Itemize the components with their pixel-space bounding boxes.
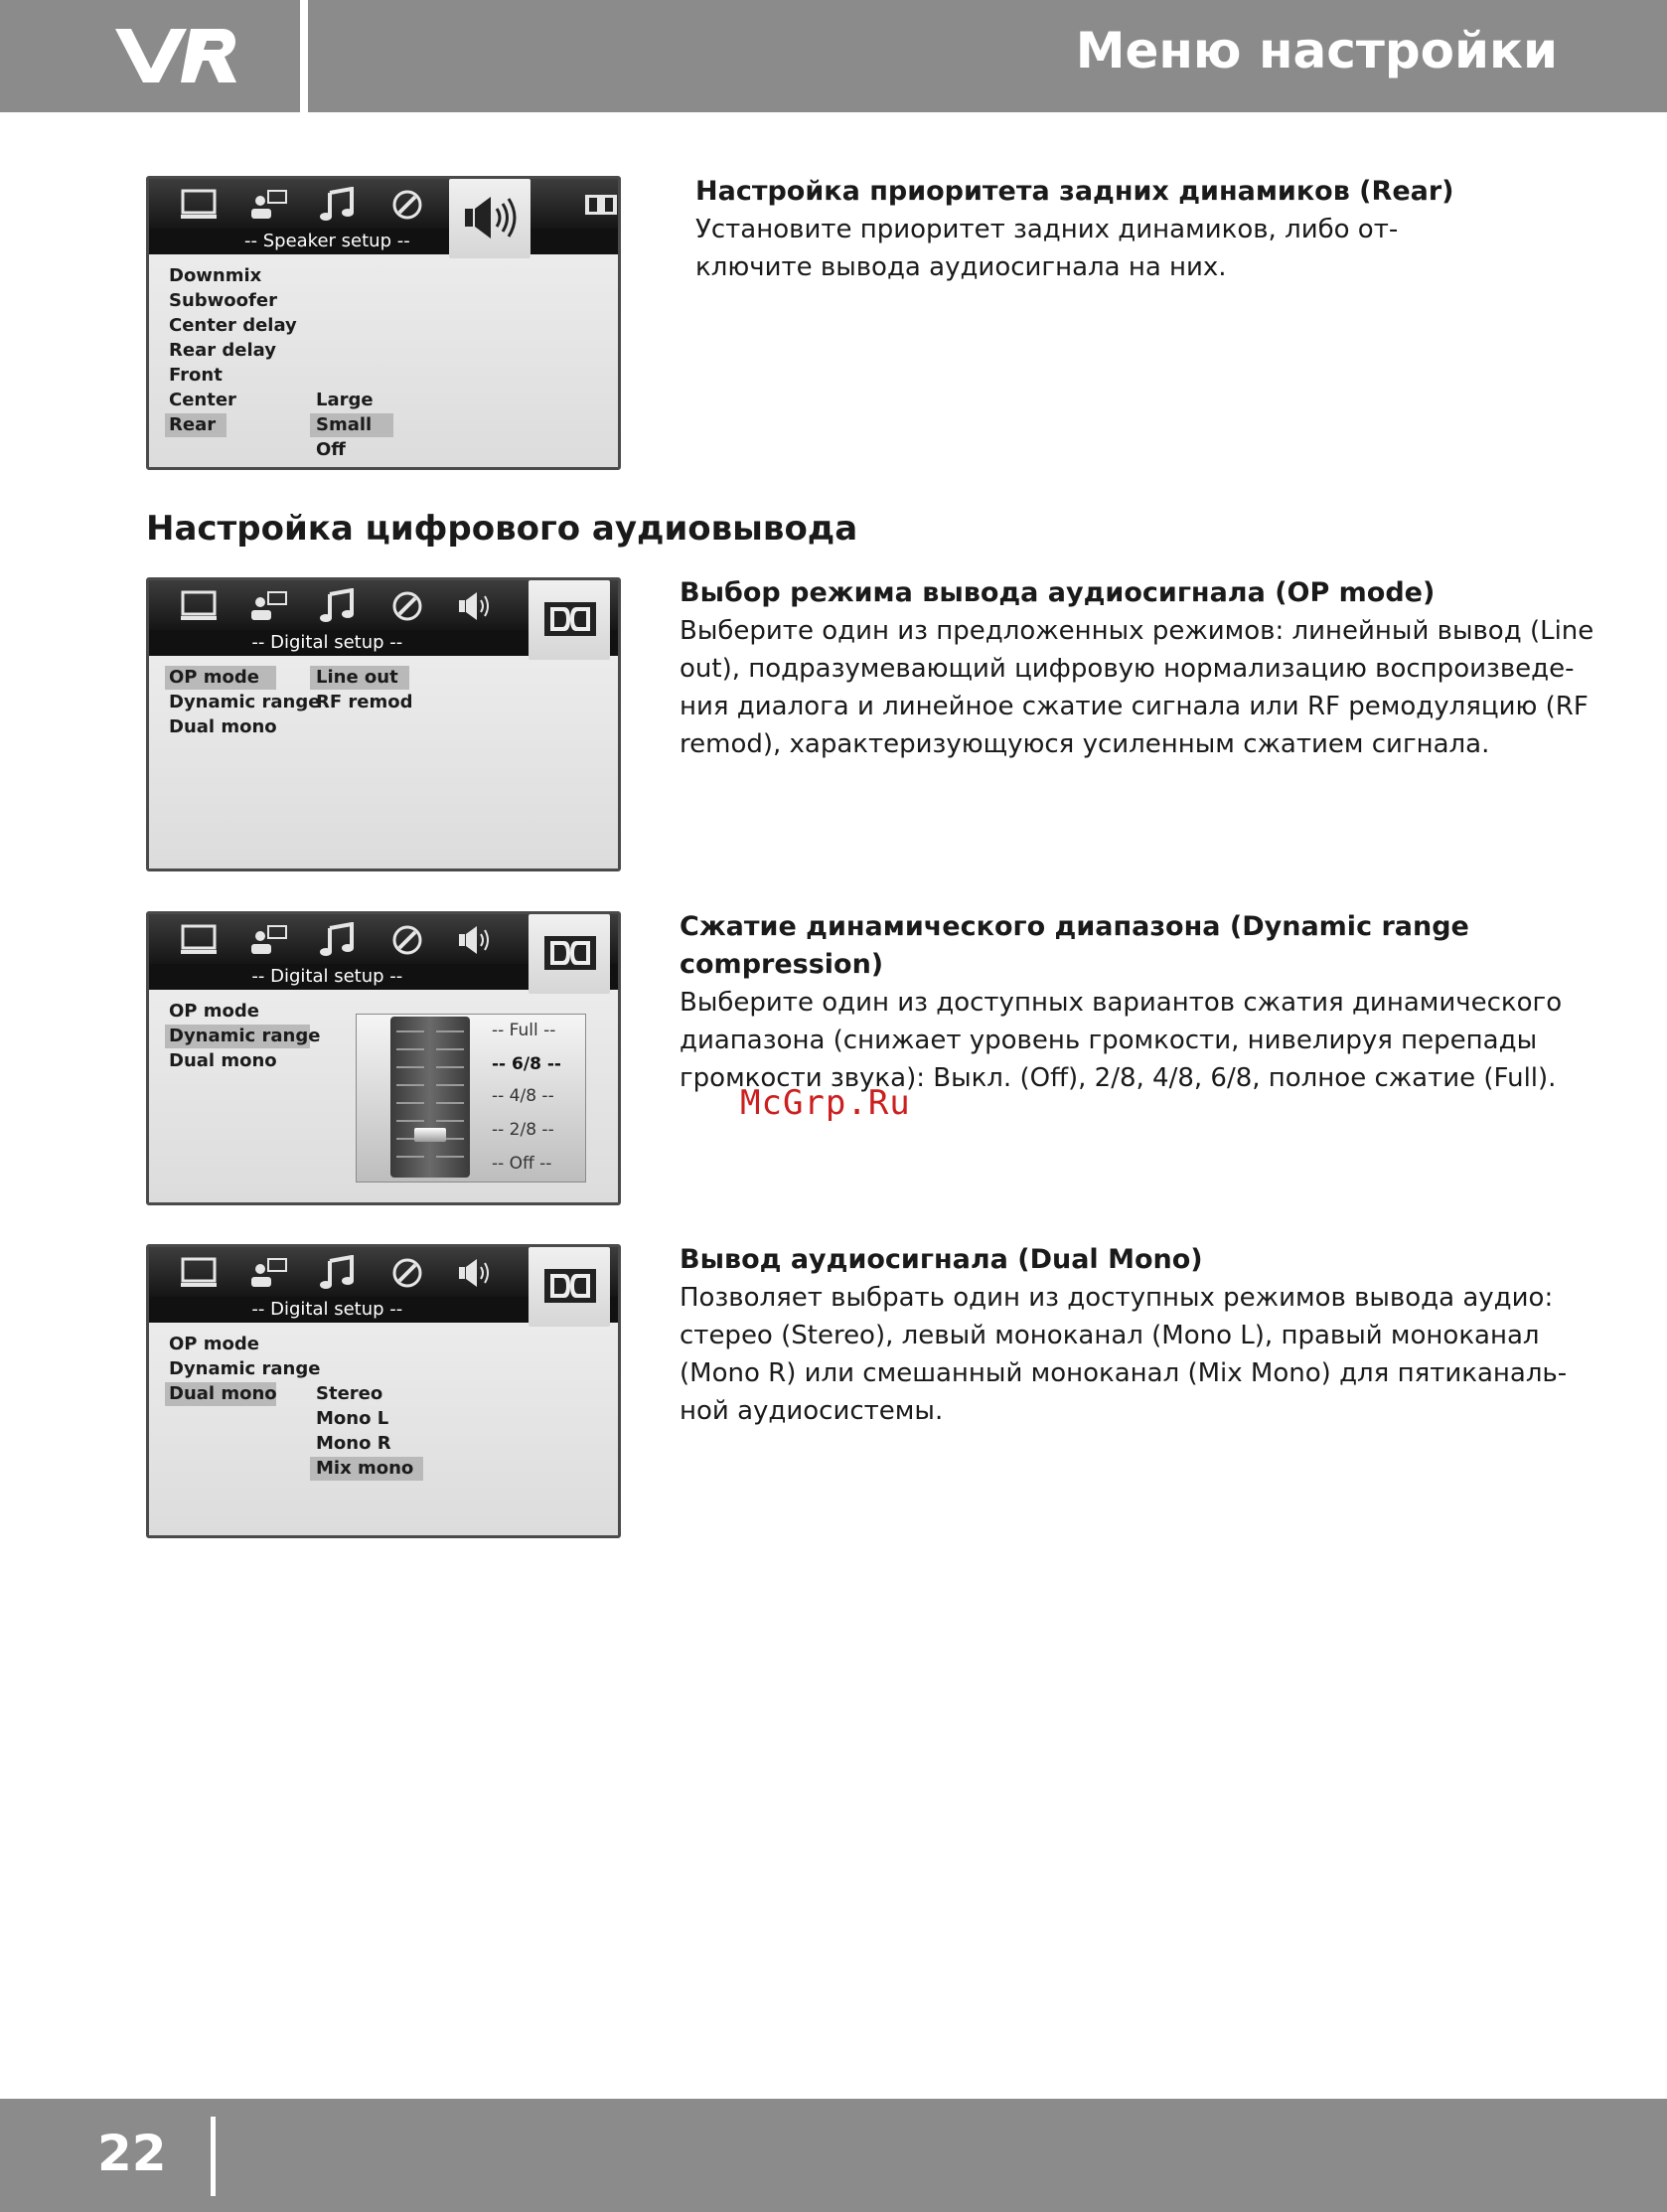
option-small[interactable]: Small [310,413,393,437]
menu-item-dynamic-range[interactable]: Dynamic range [169,692,321,712]
slider-knob[interactable] [414,1128,446,1142]
dual-mono-heading: Вывод аудиосигнала (Dual Mono) [680,1244,1203,1275]
monitor-icon [179,922,219,958]
monitor-icon [179,1255,219,1291]
vr-logo-icon [111,25,240,86]
dial-icon [387,1255,427,1291]
dolby-icon [542,930,598,976]
menu-item-op-mode[interactable]: OP mode [169,1001,259,1022]
dolby-icon [542,1263,598,1309]
menu-item-subwoofer[interactable]: Subwoofer [169,290,277,311]
op-mode-heading: Выбор режима вывода аудиосигнала (OP mode) [680,577,1436,608]
rear-body: Установите приоритет задних динамиков, либо от- ключите вывода аудиосигнала на них. [695,215,1399,282]
level-full[interactable]: -- Full -- [492,1021,556,1040]
op-mode-screen [146,577,621,871]
option-mix-mono[interactable]: Mix mono [310,1457,423,1481]
page-title: Меню настройки [1075,22,1558,79]
osd-active-tab[interactable] [529,914,610,994]
watermark: McGrp.Ru [740,1083,911,1123]
menu-item-dual-mono[interactable]: Dual mono [169,1050,277,1071]
page-header [0,0,1667,112]
level-2-8[interactable]: -- 2/8 -- [492,1120,554,1140]
level-6-8[interactable]: -- 6/8 -- [492,1054,561,1074]
osd-active-tab[interactable] [529,1247,610,1327]
option-rf-remod[interactable]: RF remod [316,692,413,712]
osd-active-tab[interactable] [449,179,530,258]
dolby-icon [581,187,621,223]
level-4-8[interactable]: -- 4/8 -- [492,1086,554,1106]
rear-text-block [695,173,1590,286]
dynamic-range-screen [146,911,621,1205]
dual-mono-text-block [680,1241,1613,1430]
menu-item-rear[interactable]: Rear [165,413,227,437]
menu-item-front[interactable]: Front [169,365,223,386]
osd-title: -- Speaker setup -- [244,231,410,251]
menu-item-center[interactable]: Center [169,390,236,410]
speaker-icon [463,195,519,240]
user-chat-icon [248,187,288,223]
compression-slider[interactable] [356,1014,586,1183]
dial-icon [387,187,427,223]
music-note-icon [318,588,358,624]
dial-icon [387,922,427,958]
logo [0,0,308,112]
menu-item-center-delay[interactable]: Center delay [169,315,297,336]
option-off[interactable]: Off [316,439,346,460]
user-chat-icon [248,922,288,958]
dynamic-range-text-block [680,908,1633,1097]
option-mono-l[interactable]: Mono L [316,1408,389,1429]
section-heading: Настройка цифрового аудиовывода [146,509,858,549]
op-mode-body: Выберите один из предложенных режимов: линейный вывод (Line out), подразумевающий цифровую нормализацию воспроизведе- ния диалога и линейное сжатие сигнала или RF ремодуляцию (RF remod), характеризующуюся усиленным сжатием сигнала. [680,616,1594,759]
music-note-icon [318,1255,358,1291]
speaker-icon [457,588,497,624]
music-note-icon [318,922,358,958]
osd-tab-bar [149,179,618,229]
monitor-icon [179,187,219,223]
dual-mono-body: Позволяет выбрать один из доступных режимов вывода аудио: стерео (Stereo), левый моноканал (Mono L), правый моноканал (Mono R) или смешанный моноканал (Mix Mono) для пятиканаль- ной аудиосистемы. [680,1283,1568,1426]
dynamic-range-body: Выберите один из доступных вариантов сжатия динамического диапазона (снижает уровень громкости, нивелируя перепады громкости звука): Выкл. (Off), 2/8, 4/8, 6/8, полное сжатие (Full). [680,988,1563,1093]
option-mono-r[interactable]: Mono R [316,1433,391,1454]
dynamic-range-heading: Сжатие динамического диапазона (Dynamic range compression) [680,911,1469,980]
speaker-icon [457,1255,497,1291]
op-mode-text-block [680,574,1613,763]
slider-track[interactable] [390,1017,470,1178]
rear-heading: Настройка приоритета задних динамиков (Rear) [695,176,1454,207]
menu-item-dynamic-range[interactable]: Dynamic range [169,1358,321,1379]
menu-item-op-mode[interactable]: OP mode [169,1334,259,1354]
osd-active-tab[interactable] [529,580,610,660]
option-line-out[interactable]: Line out [310,666,409,690]
level-off[interactable]: -- Off -- [492,1154,552,1174]
menu-item-rear-delay[interactable]: Rear delay [169,340,276,361]
osd-title: -- Digital setup -- [251,632,403,653]
menu-item-dynamic-range[interactable]: Dynamic range [165,1025,310,1048]
monitor-icon [179,588,219,624]
osd-title-bar [149,229,618,254]
music-note-icon [318,187,358,223]
menu-item-dual-mono[interactable]: Dual mono [169,716,277,737]
dolby-icon [542,596,598,642]
menu-item-dual-mono[interactable]: Dual mono [165,1382,276,1406]
option-stereo[interactable]: Stereo [316,1383,383,1404]
user-chat-icon [248,1255,288,1291]
dial-icon [387,588,427,624]
footer-divider [211,2117,216,2196]
page-footer [0,2099,1667,2212]
dual-mono-screen [146,1244,621,1538]
speaker-setup-screen [146,176,621,470]
osd-title: -- Digital setup -- [251,1299,403,1320]
page-number: 22 [97,2125,167,2182]
osd-title: -- Digital setup -- [251,966,403,987]
user-chat-icon [248,588,288,624]
option-large[interactable]: Large [316,390,374,410]
menu-item-downmix[interactable]: Downmix [169,265,262,286]
speaker-icon [457,922,497,958]
menu-item-op-mode[interactable]: OP mode [165,666,276,690]
